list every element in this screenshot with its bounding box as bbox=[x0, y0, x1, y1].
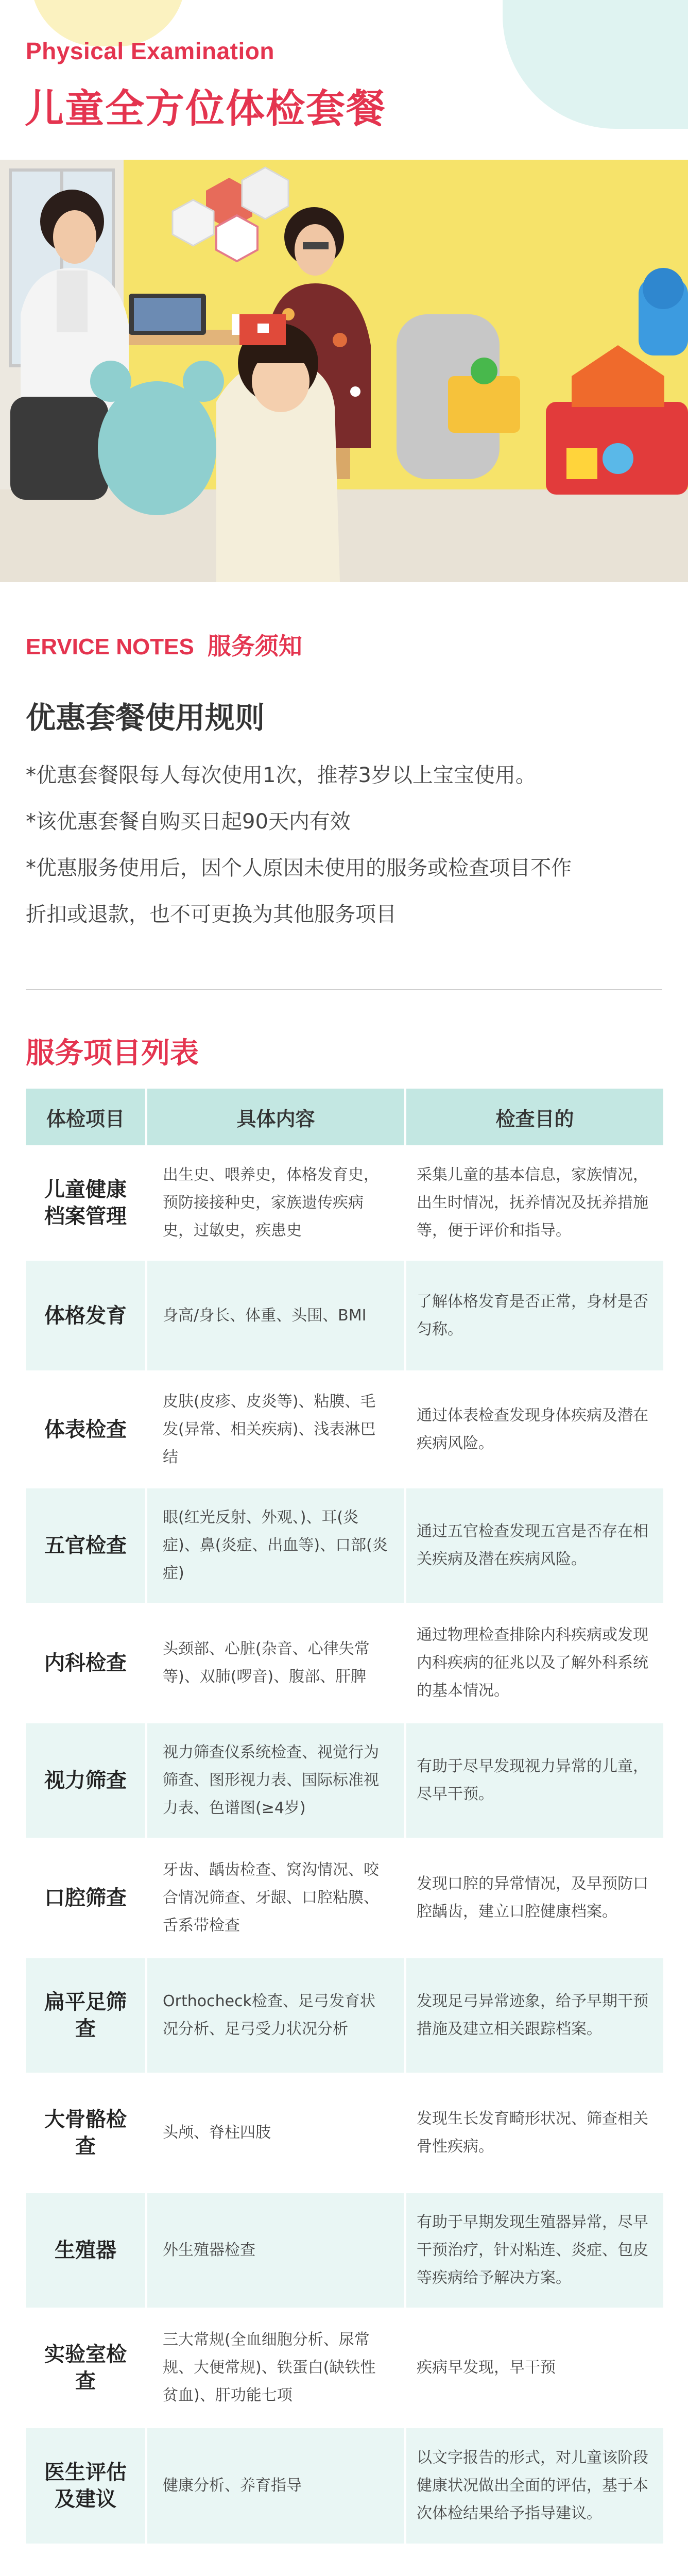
row-content: 健康分析、养育指导 bbox=[147, 2428, 406, 2544]
row-content: 外生殖器检查 bbox=[147, 2193, 406, 2308]
row-item: 大骨骼检查 bbox=[26, 2076, 147, 2190]
row-purpose: 发现生长发育畸形状况、筛查相关骨性疾病。 bbox=[417, 2110, 648, 2156]
row-purpose: 采集儿童的基本信息，家族情况，出生时情况，抚养情况及抚养措施等，便于评价和指导。 bbox=[417, 1166, 648, 1240]
rule-line: *优惠套餐限每人每次使用1次，推荐3岁以上宝宝使用。 bbox=[26, 764, 536, 787]
column-header-content: 具体内容 bbox=[147, 1089, 406, 1145]
row-purpose: 通过五官检查发现五宫是否存在相关疾病及潜在疾病风险。 bbox=[417, 1522, 648, 1568]
table-row bbox=[26, 1841, 663, 1955]
row-item: 五官检查 bbox=[26, 1488, 147, 1603]
service-notes-heading bbox=[26, 628, 302, 658]
row-content: Orthocheck检查、足弓发育状况分析、足弓受力状况分析 bbox=[147, 1958, 406, 2073]
row-item: 口腔筛查 bbox=[26, 1841, 147, 1955]
row-item: 生殖器 bbox=[26, 2193, 147, 2308]
row-item: 医生评估及建议 bbox=[26, 2428, 147, 2544]
row-content: 皮肤(皮疹、皮炎等)、粘膜、毛发(异常、相关疾病)、浅表淋巴结 bbox=[147, 1374, 406, 1485]
section-divider bbox=[26, 989, 662, 990]
table-row bbox=[26, 1723, 663, 1838]
row-content: 身高/身长、体重、头围、BMI bbox=[147, 1261, 406, 1370]
row-item: 儿童健康档案管理 bbox=[26, 1148, 147, 1258]
row-content: 出生史、喂养史，体格发育史，预防接接种史，家族遗传疾病史，过敏史，疾患史 bbox=[147, 1148, 406, 1258]
row-item: 体格发育 bbox=[26, 1261, 147, 1370]
table-header bbox=[26, 1089, 663, 1145]
page-header bbox=[0, 0, 688, 160]
rule-line: *优惠服务使用后，因个人原因未使用的服务或检查项目不作 bbox=[26, 856, 572, 880]
service-notes-label-en: ERVICE NOTES bbox=[26, 634, 194, 659]
table-row bbox=[26, 1148, 663, 1258]
rule-line: *该优惠套餐自购买日起90天内有效 bbox=[26, 810, 351, 834]
column-header-item: 体检项目 bbox=[26, 1089, 147, 1145]
table-row bbox=[26, 2311, 663, 2425]
table-row bbox=[26, 2193, 663, 2308]
page-title: 儿童全方位体检套餐 bbox=[25, 86, 386, 131]
rule-line: 折扣或退款，也不可更换为其他服务项目 bbox=[26, 903, 397, 926]
row-content: 头颅、脊柱四肢 bbox=[147, 2076, 406, 2190]
row-content: 眼(红光反射、外观、)、耳(炎症)、鼻(炎症、出血等)、口部(炎症) bbox=[147, 1488, 406, 1603]
table-row bbox=[26, 2076, 663, 2190]
row-item: 体表检查 bbox=[26, 1374, 147, 1485]
row-purpose: 以文字报告的形式，对儿童该阶段健康状况做出全面的评估，基于本次体检结果给予指导建议。 bbox=[417, 2449, 648, 2522]
table-row bbox=[26, 1261, 663, 1370]
service-list-title: 服务项目列表 bbox=[26, 1037, 199, 1070]
table-row bbox=[26, 1374, 663, 1485]
rules-list bbox=[26, 752, 664, 938]
service-notes-label-cn: 服务须知 bbox=[207, 632, 302, 660]
table-row bbox=[26, 1488, 663, 1603]
service-table bbox=[26, 1089, 663, 2544]
row-content: 视力筛查仪系统检查、视觉行为筛查、图形视力表、国际标准视力表、色谱图(≥4岁) bbox=[147, 1723, 406, 1838]
row-purpose: 疾病早发现，早干预 bbox=[417, 2359, 556, 2377]
rules-title: 优惠套餐使用规则 bbox=[26, 700, 265, 735]
row-item: 扁平足筛查 bbox=[26, 1958, 147, 2073]
row-purpose: 有助于早期发现生殖器异常，尽早干预治疗，针对粘连、炎症、包皮等疾病给予解决方案。 bbox=[417, 2213, 648, 2287]
row-content: 牙齿、龋齿检查、窝沟情况、咬合情况筛查、牙龈、口腔粘膜、舌系带检查 bbox=[147, 1841, 406, 1955]
row-content: 三大常规(全血细胞分析、尿常规、大便常规)、铁蛋白(缺铁性贫血)、肝功能七项 bbox=[147, 2311, 406, 2425]
header-decoration-teal bbox=[503, 0, 688, 129]
row-purpose: 有助于尽早发现视力异常的儿童，尽早干预。 bbox=[417, 1757, 648, 1803]
row-content: 头颈部、心脏(杂音、心律失常等)、双肺(啰音)、腹部、肝脾 bbox=[147, 1606, 406, 1720]
header-title-en: Physical Examination bbox=[26, 38, 274, 64]
table-row bbox=[26, 2428, 663, 2544]
row-purpose: 通过物理检查排除内科疾病或发现内科疾病的征兆以及了解外科系统的基本情况。 bbox=[417, 1626, 648, 1700]
row-item: 视力筛查 bbox=[26, 1723, 147, 1838]
table-row bbox=[26, 1606, 663, 1720]
clinic-photo-illustration bbox=[0, 160, 688, 582]
row-purpose: 发现口腔的异常情况，及早预防口腔龋齿，建立口腔健康档案。 bbox=[417, 1875, 648, 1921]
row-purpose: 通过体表检查发现身体疾病及潜在疾病风险。 bbox=[417, 1406, 648, 1452]
row-item: 内科检查 bbox=[26, 1606, 147, 1720]
column-header-purpose: 检查目的 bbox=[495, 1107, 574, 1130]
row-purpose: 发现足弓异常迹象，给予早期干预措施及建立相关跟踪档案。 bbox=[417, 1992, 648, 2038]
row-item: 实验室检查 bbox=[26, 2311, 147, 2425]
table-row bbox=[26, 1958, 663, 2073]
clinic-photo bbox=[0, 160, 688, 582]
row-purpose: 了解体格发育是否正常，身材是否匀称。 bbox=[417, 1292, 648, 1338]
